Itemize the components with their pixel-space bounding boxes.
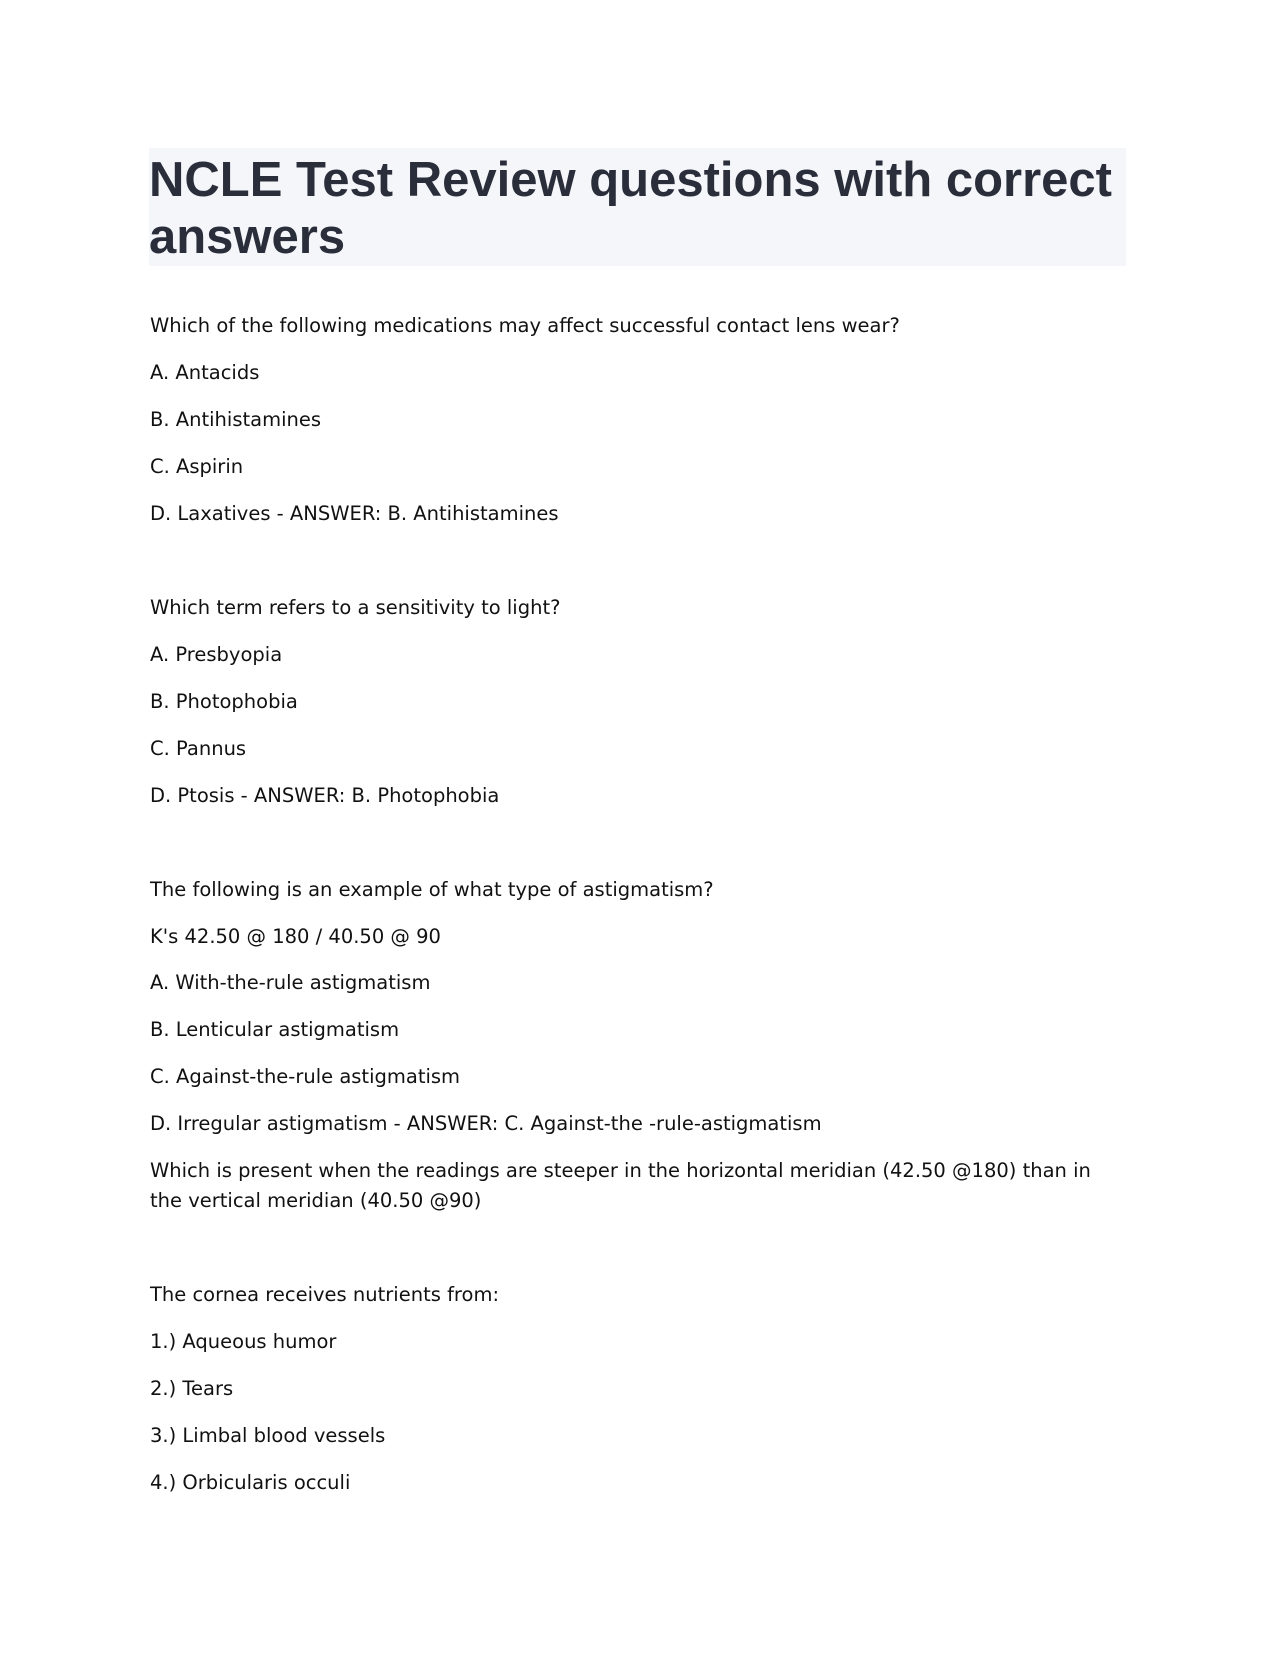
question-4-option-1: 1.) Aqueous humor	[150, 1330, 337, 1353]
page-title: NCLE Test Review questions with correct answers	[149, 153, 1112, 264]
question-2-prompt: Which term refers to a sensitivity to light?	[150, 596, 561, 619]
question-1-option-a: A. Antacids	[150, 361, 260, 384]
question-2-option-d-answer: D. Ptosis - ANSWER: B. Photophobia	[150, 784, 500, 807]
question-1-option-b: B. Antihistamines	[150, 408, 321, 431]
question-3-option-b: B. Lenticular astigmatism	[150, 1018, 400, 1041]
question-2-option-b: B. Photophobia	[150, 690, 298, 713]
question-3-k-readings: K's 42.50 @ 180 / 40.50 @ 90	[150, 925, 441, 948]
question-1-option-c: C. Aspirin	[150, 455, 244, 478]
question-4-prompt: The cornea receives nutrients from:	[150, 1283, 500, 1306]
question-3-explanation: Which is present when the readings are steeper in the horizontal meridian (42.50 @180) than in the vertical meridian (40.50 @90)	[150, 1159, 1091, 1212]
question-3-option-a: A. With-the-rule astigmatism	[150, 971, 431, 994]
question-4-option-3: 3.) Limbal blood vessels	[150, 1424, 386, 1447]
question-2-option-a: A. Presbyopia	[150, 643, 283, 666]
question-2-option-c: C. Pannus	[150, 737, 247, 760]
question-3-prompt: The following is an example of what type of astigmatism?	[150, 878, 714, 901]
question-3-option-c: C. Against-the-rule astigmatism	[150, 1065, 461, 1088]
question-3-option-d-answer: D. Irregular astigmatism - ANSWER: C. Against-the -rule-astigmatism	[150, 1112, 822, 1135]
question-4-option-4: 4.) Orbicularis occuli	[150, 1471, 351, 1494]
question-4-option-2: 2.) Tears	[150, 1377, 234, 1400]
question-1-option-d-answer: D. Laxatives - ANSWER: B. Antihistamines	[150, 502, 559, 525]
question-1-prompt: Which of the following medications may affect successful contact lens wear?	[150, 314, 900, 337]
title-block	[149, 148, 1126, 266]
